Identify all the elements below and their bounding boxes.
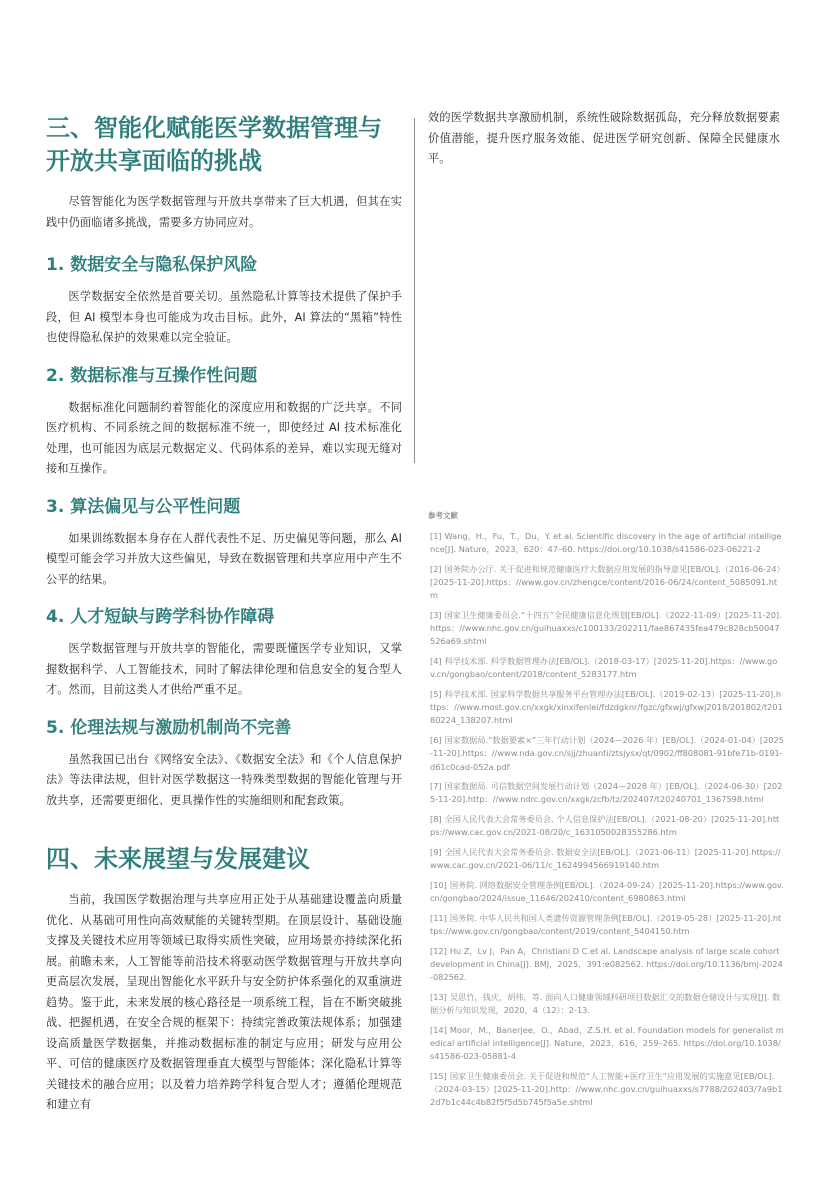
subsection4-text: 医学数据管理与开放共享的智能化，需要既懂医学专业知识，又掌握数据科学、人工智能技术，同时了解法律伦理和信息安全的复合型人才。然而，目前这类人才供给严重不足。: [46, 642, 402, 696]
subsection4-title: 4. 人才短缺与跨学科协作障碍: [46, 607, 275, 627]
reference-number: [3]: [430, 610, 442, 621]
subsection1-text: 医学数据安全依然是首要关切。虽然隐私计算等技术提供了保护手段，但 AI 模型本身也可能成为攻击目标。此外，AI 算法的“黑箱”特性也使得隐私保护的效果难以完全验证。: [46, 290, 402, 344]
reference-text: 国家卫生健康委员会.“十四五”全民健康信息化规划[EB/OL].（2022-11-09）[2025-11-20].https：//www.nhc.gov.cn/guihuaxxs/c100133/202211/fae867435fea479c828cb50047526a69.shtml: [430, 610, 782, 647]
section3-title: 三、智能化赋能医学数据管理与开放共享面临的挑战: [46, 114, 382, 175]
reference-item: [428, 655, 784, 681]
reference-item: [428, 1024, 784, 1064]
references-list: [428, 530, 784, 1116]
left-column: [46, 112, 402, 1116]
reference-item: [428, 609, 784, 649]
reference-item: [428, 734, 784, 774]
reference-text: Moor，M.，Banerjee，O.，Abad，Z.S.H. et al. Foundation models for generalist medical artificial intelligence[J]. Nature，2023，616，259–265. https://doi.org/10.1038/s41586-023-05881-4: [430, 1024, 784, 1062]
reference-number: [8]: [430, 814, 442, 825]
reference-text: 国务院办公厅. 关于促进和规范健康医疗大数据应用发展的指导意见[EB/OL].（2016-06-24）[2025-11-20].https：//www.gov.cn/zhengce/content/2016-06/24/content_5085091.htm: [430, 563, 781, 601]
reference-text: 国家数据局. 可信数据空间发展行动计划（2024—2028 年）[EB/OL].（2024-06-30）[2025-11-20].http：//www.ndrc.gov.cn/xxgk/zcfb/tz/202407/t20240701_1367598.html: [430, 781, 783, 805]
reference-number: [5]: [430, 689, 442, 700]
reference-item: [428, 879, 784, 905]
subsection3-title: 3. 算法偏见与公平性问题: [46, 496, 241, 517]
section4-title: 四、未来展望与发展建议: [46, 845, 310, 873]
reference-text: 全国人民代表大会常务委员会. 数据安全法[EB/OL].（2021-06-11）[2025-11-20].https://www.cac.gov.cn/2021-06/11/c_1624994566919140.htm: [430, 847, 781, 871]
subsection2-title: 2. 数据标准与互操作性问题: [46, 365, 258, 386]
reference-number: [7]: [430, 781, 442, 792]
reference-text: 国务院. 网络数据安全管理条例[EB/OL].（2024-09-24）[2025-11-20].https://www.gov.cn/gongbao/2024/issue_11646/202410/content_6980863.html: [430, 879, 784, 904]
reference-item: [428, 813, 784, 839]
reference-number: [11]: [430, 912, 447, 923]
reference-item: [428, 1070, 784, 1110]
reference-text: 国家卫生健康委员会. 关于促进和规范“人工智能+医疗卫生”应用发展的实施意见[EB/OL].（2024-03-15）[2025-11-20].http：//www.nhc.gov.cn/guihuaxxs/s7788/202403/7a9b12d7b1c44c4b82f5f5d5b745f5a5e.shtml: [430, 1070, 783, 1108]
reference-number: [12]: [430, 945, 447, 956]
subsection2-text: 数据标准化问题制约着智能化的深度应用和数据的广泛共享。不同医疗机构、不同系统之间的数据标准不统一，即使经过 AI 技术标准化处理，也可能因为底层元数据定义、代码体系的差异，难以实现无缝对接和互操作。: [46, 400, 402, 475]
continuation-text: 效的医学数据共享激励机制，系统性破除数据孤岛，充分释放数据要素价值潜能，提升医疗服务效能、促进医学研究创新、保障全民健康水平。: [428, 111, 780, 165]
subsection5-text: 虽然我国已出台《网络安全法》、《数据安全法》和《个人信息保护法》等法律法规，但针对医学数据这一特殊类型数据的智能化管理与开放共享，还需要更细化、更具操作性的实施细则和配套政策。: [46, 752, 402, 807]
reference-item: [428, 846, 784, 872]
right-column: [428, 108, 780, 170]
reference-item: [428, 912, 784, 938]
reference-number: [10]: [430, 879, 447, 890]
reference-number: [6]: [430, 735, 442, 746]
reference-text: 科学技术部. 科学数据管理办法[EB/OL].（2018-03-17）[2025-11-20].https：//www.gov.cn/gongbao/content/2018/content_5283177.htm: [430, 656, 778, 680]
references-title: 参考文献: [428, 511, 458, 520]
column-divider: [414, 118, 415, 463]
reference-number: [9]: [430, 847, 442, 858]
reference-text: Hu Z，Lv J，Pan A，Christiani D C.et al. Landscape analysis of large scale cohort development in China[J]. BMJ，2025，391:e082562. https://doi.org/10.1136/bmj-2024-082562.: [430, 945, 783, 983]
reference-item: [428, 780, 784, 806]
reference-text: 吴思竹，钱庆，胡伟，等. 面向人口健康领域科研项目数据汇交的数据仓储设计与实现[J]. 数据分析与知识发现，2020，4（12）：2-13.: [430, 991, 781, 1016]
reference-text: 国务院. 中华人民共和国人类遗传资源管理条例[EB/OL].（2019-05-28）[2025-11-20].https://www.gov.cn/gongbao/content/2019/content_5404150.htm: [430, 912, 782, 937]
reference-number: [15]: [430, 1070, 447, 1081]
reference-number: [1]: [430, 531, 442, 541]
reference-item: [428, 563, 784, 603]
reference-item: [428, 688, 784, 728]
reference-item: [428, 991, 784, 1017]
reference-text: 科学技术部. 国家科学数据共享服务平台管理办法[EB/OL].（2019-02-13）[2025-11-20].https：//www.most.gov.cn/xxgk/xinxifenlei/fdzdgknr/fgzc/gfxwj/gfxwj2018/201802/t20180224_138207.html: [430, 689, 783, 726]
section3-intro: 尽管智能化为医学数据管理与开放共享带来了巨大机遇，但其在实践中仍面临诸多挑战，需要多方协同应对。: [46, 195, 402, 229]
reference-number: [4]: [430, 656, 442, 667]
subsection1-title: 1. 数据安全与隐私保护风险: [46, 255, 258, 275]
reference-text: 国家数据局.“数据要素×”三年行动计划（2024—2026 年）[EB/OL].（2024-01-04）[2025-11-20].https：//www.nda.gov.cn/sjj/zhuanti/ztsjysx/qt/0902/ff808081-91bfe71b-0191-d61c0cad-052a.pdf: [430, 735, 784, 772]
reference-number: [2]: [430, 563, 442, 574]
reference-text: 全国人民代表大会常务委员会. 个人信息保护法[EB/OL].（2021-08-20）[2025-11-20].https://www.cac.gov.cn/2021-08/20/c_1631050028355286.htm: [430, 814, 780, 838]
reference-number: [13]: [430, 991, 447, 1002]
subsection3-text: 如果训练数据本身存在人群代表性不足、历史偏见等问题，那么 AI 模型可能会学习并放大这些偏见，导致在数据管理和共享应用中产生不公平的结果。: [46, 531, 402, 586]
reference-text: Wang，H.，Fu，T.，Du，Y. et al. Scientific discovery in the age of artificial intelligence[J]. Nature，2023，620：47–60. https://doi.org/10.1038/s41586-023-06221-2: [430, 531, 782, 555]
reference-item: [428, 530, 784, 556]
reference-item: [428, 945, 784, 985]
reference-number: [14]: [430, 1024, 447, 1035]
subsection5-title: 5. 伦理法规与激励机制尚不完善: [46, 717, 292, 738]
section4-text: 当前，我国医学数据治理与共享应用正处于从基础建设覆盖向质量优化、从基础可用性向高效赋能的关键转型期。在顶层设计、基础设施支撑及关键技术应用等领域已取得实质性突破，应用场景亦持续深化拓展。前瞻未来，人工智能等前沿技术将驱动医学数据管理与开放共享向更高层次发展，呈现出智能化水平跃升与安全防护体系强化的双重演进趋势。鉴于此，未来发展的核心路径是一项系统工程，旨在不断突破挑战、把握机遇，在安全合规的框架下：持续完善政策法规体系；加强建设高质量医学数据集，并推动数据标准的制定与应用；研发与应用公平、可信的健康医疗及数据管理垂直大模型与智能体；深化隐私计算等关键技术的融合应用；以及着力培养跨学科复合型人才；遵循伦理规范和建立有: [46, 893, 402, 1111]
